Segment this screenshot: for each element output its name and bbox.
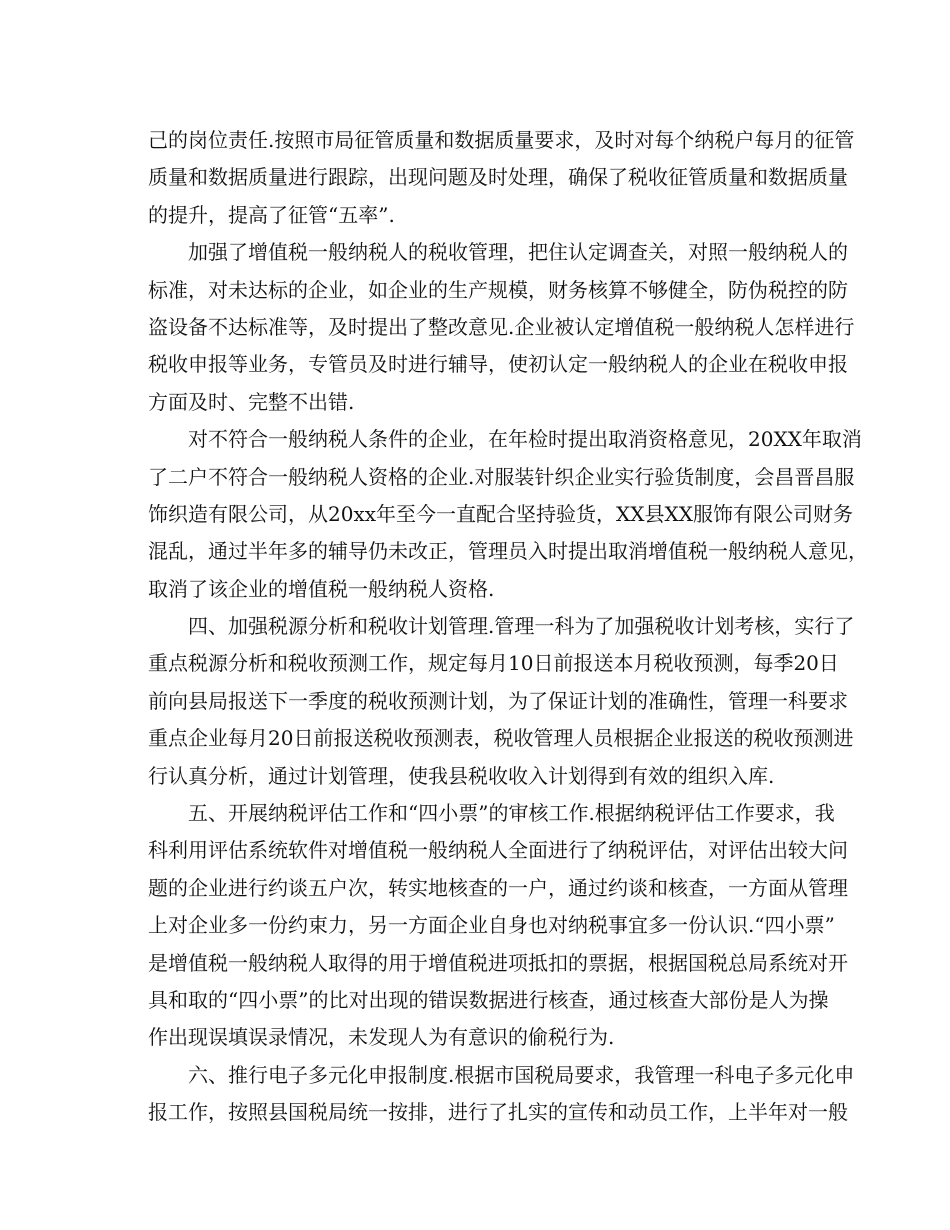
text-line: 重点税源分析和税收预测工作，规定每月10日前报送本月税收预测，每季20日 bbox=[148, 651, 839, 676]
document-body bbox=[148, 122, 868, 1132]
text-line: 饰织造有限公司，从20xx年至今一直配合坚持验货，XX县XX服饰有限公司财务 bbox=[148, 501, 853, 526]
text-line: 作出现误填误录情况，未发现人为有意识的偷税行为. bbox=[148, 1025, 615, 1050]
text-line: 具和取的“四小票”的比对出现的错误数据进行核查，通过核查大部份是人为操 bbox=[148, 987, 829, 1012]
text-line: 五、开展纳税评估工作和“四小票”的审核工作.根据纳税评估工作要求，我 bbox=[188, 801, 835, 826]
text-line: 报工作，按照县国税局统一按排，进行了扎实的宣传和动员工作，上半年对一般 bbox=[148, 1100, 848, 1125]
text-line: 四、加强税源分析和税收计划管理.管理一科为了加强税收计划考核，实行了 bbox=[188, 614, 855, 639]
text-line: 的提升，提高了征管“五率”. bbox=[148, 202, 395, 227]
text-line: 科利用评估系统软件对增值税一般纳税人全面进行了纳税评估，对评估出较大问 bbox=[148, 838, 848, 863]
text-line: 行认真分析，通过计划管理，使我县税收收入计划得到有效的组织入库. bbox=[148, 763, 775, 788]
text-line: 六、推行电子多元化申报制度.根据市国税局要求，我管理一科电子多元化申 bbox=[188, 1062, 855, 1087]
text-line: 标准，对未达标的企业，如企业的生产规模，财务核算不够健全，防伪税控的防 bbox=[148, 277, 848, 302]
text-line: 取消了该企业的增值税一般纳税人资格. bbox=[148, 576, 495, 601]
text-line: 己的岗位责任.按照市局征管质量和数据质量要求，及时对每个纳税户每月的征管 bbox=[148, 128, 855, 152]
text-line: 题的企业进行约谈五户次，转实地核查的一户，通过约谈和核查，一方面从管理 bbox=[148, 875, 848, 900]
text-line: 税收申报等业务，专管员及时进行辅导，使初认定一般纳税人的企业在税收申报 bbox=[148, 352, 848, 377]
text-line: 盗设备不达标准等，及时提出了整改意见.企业被认定增值税一般纳税人怎样进行 bbox=[148, 314, 855, 339]
text-line: 上对企业多一份约束力，另一方面企业自身也对纳税事宜多一份认识.“四小票” bbox=[148, 913, 835, 938]
text-line: 重点企业每月20日前报送税收预测表，税收管理人员根据企业报送的税收预测进 bbox=[148, 726, 854, 751]
text-line: 对不符合一般纳税人条件的企业，在年检时提出取消资格意见，20XX年取消 bbox=[188, 427, 862, 452]
text-line: 混乱，通过半年多的辅导仍未改正，管理员入时提出取消增值税一般纳税人意见， bbox=[148, 539, 868, 564]
text-line: 加强了增值税一般纳税人的税收管理，把住认定调查关，对照一般纳税人的 bbox=[188, 240, 848, 265]
text-line: 是增值税一般纳税人取得的用于增值税进项抵扣的票据，根据国税总局系统对开 bbox=[148, 950, 848, 975]
text-line: 方面及时、完整不出错. bbox=[148, 389, 355, 414]
text-line: 了二户不符合一般纳税人资格的企业.对服装针织企业实行验货制度，会昌晋昌服 bbox=[148, 464, 855, 489]
text-line: 质量和数据质量进行跟踪，出现问题及时处理，确保了税收征管质量和数据质量 bbox=[148, 165, 848, 190]
text-line: 前向县局报送下一季度的税收预测计划，为了保证计划的准确性，管理一科要求 bbox=[148, 688, 848, 713]
